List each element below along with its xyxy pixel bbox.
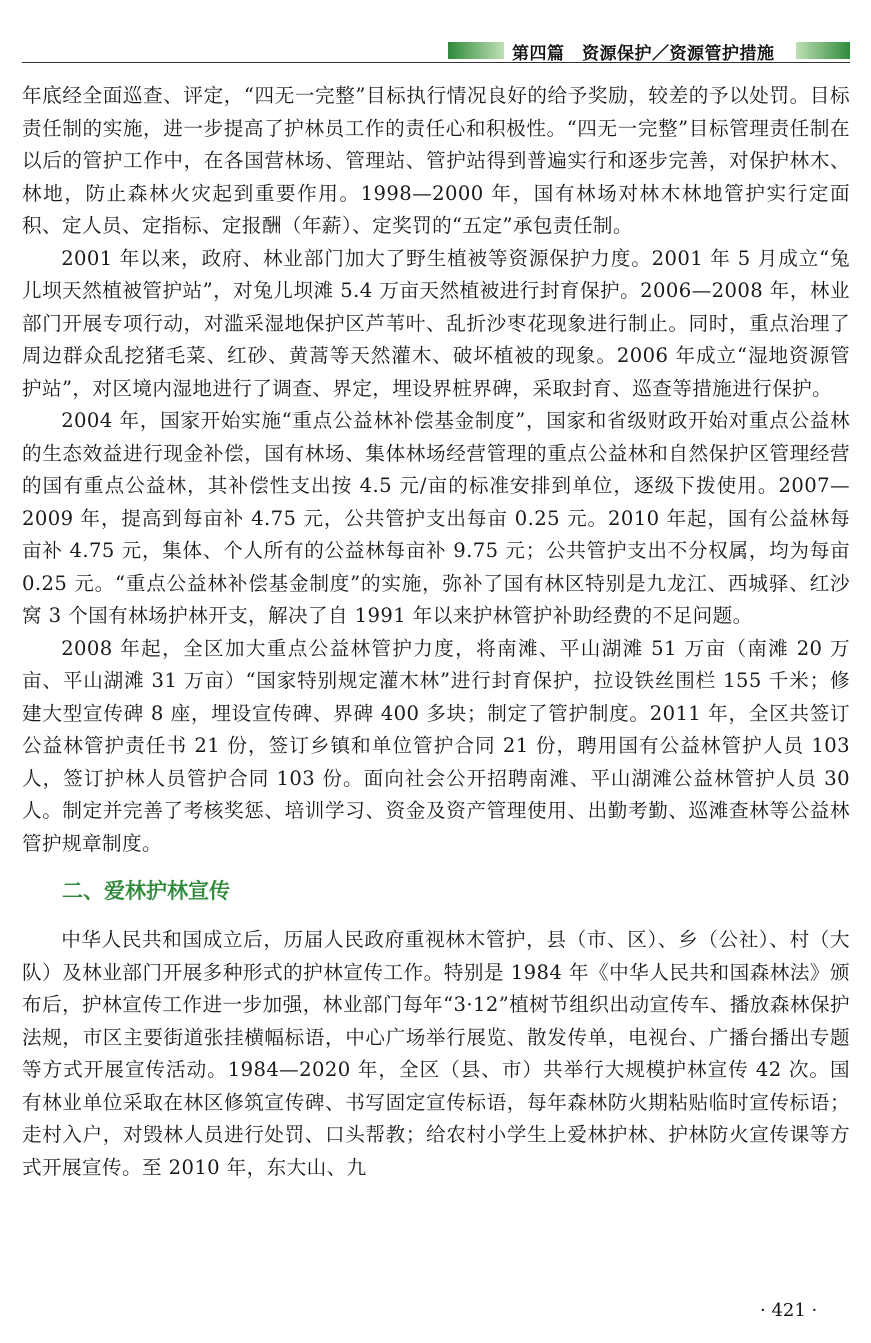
- page-body: [22, 80, 850, 1184]
- running-header: [0, 38, 871, 68]
- header-title: 第四篇 资源保护／资源管护措施: [512, 44, 775, 64]
- body-paragraph: 2008 年起，全区加大重点公益林管护力度，将南滩、平山湖滩 51 万亩（南滩 20 万亩、平山湖滩 31 万亩）“国家特别规定灌木林”进行封育保护，拉设铁丝围栏 155 千米；修建大型宣传碑 8 座，埋设宣传碑、界碑 400 多块；制定了管护制度。2011 年，全区共签订公益林管护责任书 21 份，签订乡镇和单位管护合同 21 份，聘用国有公益林管护人员 103 人，签订护林人员管护合同 103 份。面向社会公开招聘南滩、平山湖滩公益林管护人员 30 人。制定并完善了考核奖惩、培训学习、资金及资产管理使用、出勤考勤、巡滩查林等公益林管护规章制度。: [22, 636, 850, 855]
- body-paragraph: 中华人民共和国成立后，历届人民政府重视林木管护，县（市、区）、乡（公社）、村（大队）及林业部门开展多种形式的护林宣传工作。特别是 1984 年《中华人民共和国森林法》颁布后，护林宣传工作进一步加强，林业部门每年“3·12”植树节组织出动宣传车、播放森林保护法规，市区主要街道张挂横幅标语，中心广场举行展览、散发传单，电视台、广播台播出专题等方式开展宣传活动。1984—2020 年，全区（县、市）共举行大规模护林宣传 42 次。国有林业单位采取在林区修筑宣传碑、书写固定宣传标语，每年森林防火期粘贴临时宣传标语；走村入户，对毁林人员进行处罚、口头帮教；给农村小学生上爱林护林、护林防火宣传课等方式开展宣传。至 2010 年，东大山、九: [22, 928, 850, 1179]
- header-rule: [22, 62, 850, 63]
- header-decoration-bar-right: [796, 42, 850, 59]
- body-paragraph: 年底经全面巡查、评定，“四无一完整”目标执行情况良好的给予奖励，较差的予以处罚。目标责任制的实施，进一步提高了护林员工作的责任心和积极性。“四无一完整”目标管理责任制在以后的管护工作中，在各国营林场、管理站、管护站得到普遍实行和逐步完善，对保护林木、林地，防止森林火灾起到重要作用。1998—2000 年，国有林场对林木林地管护实行定面积、定人员、定指标、定报酬（年薪）、定奖罚的“五定”承包责任制。: [22, 84, 850, 237]
- body-paragraph: 2004 年，国家开始实施“重点公益林补偿基金制度”，国家和省级财政开始对重点公益林的生态效益进行现金补偿，国有林场、集体林场经营管理的重点公益林和自然保护区管理经营的国有重点公益林，其补偿性支出按 4.5 元/亩的标准安排到单位，逐级下拨使用。2007—2009 年，提高到每亩补 4.75 元，公共管护支出每亩 0.25 元。2010 年起，国有公益林每亩补 4.75 元，集体、个人所有的公益林每亩补 9.75 元；公共管护支出不分权属，均为每亩 0.25 元。“重点公益林补偿基金制度”的实施，弥补了国有林区特别是九龙江、西城驿、红沙窝 3 个国有林场护林开支，解决了自 1991 年以来护林管护补助经费的不足问题。: [22, 409, 850, 627]
- body-paragraph: 2001 年以来，政府、林业部门加大了野生植被等资源保护力度。2001 年 5 月成立“兔儿坝天然植被管护站”，对兔儿坝滩 5.4 万亩天然植被进行封育保护。2006—2008 年，林业部门开展专项行动，对滥采湿地保护区芦苇叶、乱折沙枣花现象进行制止。同时，重点治理了周边群众乱挖猪毛菜、红砂、黄蒿等天然灌木、破坏植被的现象。2006 年成立“湿地资源管护站”，对区境内湿地进行了调查、界定，埋设界桩界碑，采取封育、巡查等措施进行保护。: [22, 246, 850, 400]
- section-heading: 二、爱林护林宣传: [62, 879, 230, 903]
- page-number: · 421 ·: [760, 1300, 818, 1321]
- header-decoration-bar-left: [448, 42, 504, 59]
